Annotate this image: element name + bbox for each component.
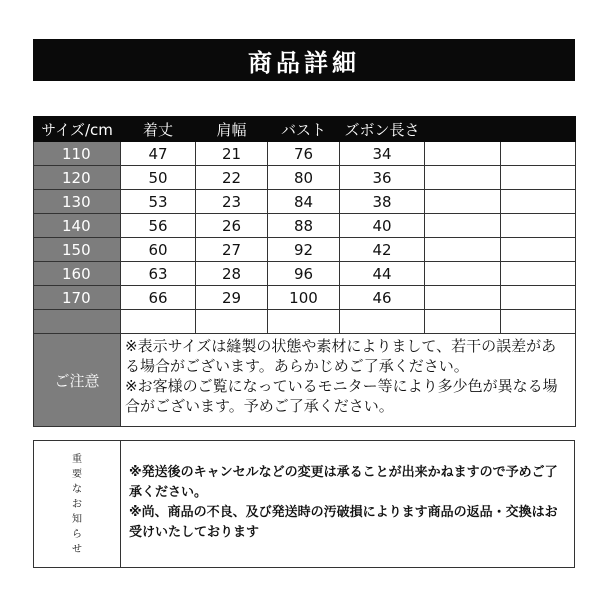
table-cell: 76 xyxy=(268,142,340,166)
label-char: 要 xyxy=(72,468,82,480)
important-notice-box xyxy=(33,440,575,568)
size-cell: 150 xyxy=(34,238,121,262)
table-cell: 29 xyxy=(196,286,268,310)
table-cell xyxy=(501,142,576,166)
table-cell xyxy=(501,262,576,286)
table-cell: 66 xyxy=(121,286,196,310)
header-length: 着丈 xyxy=(121,117,196,142)
notice-row xyxy=(34,334,576,427)
table-cell: 23 xyxy=(196,190,268,214)
table-cell: 21 xyxy=(196,142,268,166)
table-cell: 28 xyxy=(196,262,268,286)
table-row xyxy=(34,166,576,190)
table-cell xyxy=(268,310,340,334)
table-cell: 36 xyxy=(340,166,425,190)
table-row xyxy=(34,262,576,286)
label-char: ら xyxy=(72,528,82,540)
label-char: せ xyxy=(72,543,82,555)
table-cell: 34 xyxy=(340,142,425,166)
table-cell xyxy=(425,238,501,262)
size-table xyxy=(33,116,576,427)
table-cell xyxy=(501,310,576,334)
table-cell xyxy=(501,190,576,214)
table-cell xyxy=(121,310,196,334)
table-cell: 80 xyxy=(268,166,340,190)
page-title: 商品詳細 xyxy=(33,39,575,81)
table-cell: 60 xyxy=(121,238,196,262)
table-cell: 84 xyxy=(268,190,340,214)
important-line: ※尚、商品の不良、及び発送時の汚破損によります商品の返品・交換はお受けいたしております xyxy=(129,505,558,540)
table-row xyxy=(34,238,576,262)
table-cell: 44 xyxy=(340,262,425,286)
header-bust: バスト xyxy=(268,117,340,142)
label-char: 知 xyxy=(72,513,82,525)
size-cell: 110 xyxy=(34,142,121,166)
table-cell: 56 xyxy=(121,214,196,238)
table-cell xyxy=(501,286,576,310)
table-cell xyxy=(501,214,576,238)
table-cell: 40 xyxy=(340,214,425,238)
table-row xyxy=(34,310,576,334)
table-cell: 50 xyxy=(121,166,196,190)
table-cell: 42 xyxy=(340,238,425,262)
header-empty xyxy=(425,117,501,142)
size-cell: 170 xyxy=(34,286,121,310)
important-notice-label xyxy=(34,441,121,567)
important-notice-text xyxy=(121,441,574,567)
table-cell xyxy=(425,190,501,214)
table-cell: 88 xyxy=(268,214,340,238)
table-cell xyxy=(425,310,501,334)
table-cell: 53 xyxy=(121,190,196,214)
header-shoulder: 肩幅 xyxy=(196,117,268,142)
table-row xyxy=(34,142,576,166)
table-cell xyxy=(340,310,425,334)
important-line: ※発送後のキャンセルなどの変更は承ることが出来かねますので予めご了承ください。 xyxy=(129,465,558,500)
table-cell: 26 xyxy=(196,214,268,238)
size-cell: 140 xyxy=(34,214,121,238)
table-cell xyxy=(501,238,576,262)
notice-text xyxy=(121,334,576,427)
table-cell xyxy=(425,142,501,166)
header-pants-length: ズボン長さ xyxy=(340,117,425,142)
table-cell xyxy=(196,310,268,334)
size-cell: 160 xyxy=(34,262,121,286)
label-char: 重 xyxy=(72,453,82,465)
table-row xyxy=(34,286,576,310)
table-cell xyxy=(425,166,501,190)
notice-label: ご注意 xyxy=(34,334,121,427)
notice-line: ※表示サイズは縫製の状態や素材によりまして、若干の誤差がある場合がございます。あらかじめご了承ください。 xyxy=(125,337,557,375)
label-char: な xyxy=(72,483,82,495)
header-size: サイズ/cm xyxy=(34,117,121,142)
table-cell: 27 xyxy=(196,238,268,262)
table-cell: 92 xyxy=(268,238,340,262)
table-row xyxy=(34,214,576,238)
table-cell xyxy=(425,262,501,286)
size-cell: 130 xyxy=(34,190,121,214)
table-header-row xyxy=(34,117,576,142)
table-cell: 100 xyxy=(268,286,340,310)
table-cell: 46 xyxy=(340,286,425,310)
size-cell xyxy=(34,310,121,334)
table-cell xyxy=(425,286,501,310)
table-cell: 47 xyxy=(121,142,196,166)
table-cell: 63 xyxy=(121,262,196,286)
table-cell: 22 xyxy=(196,166,268,190)
table-cell xyxy=(501,166,576,190)
notice-line: ※お客様のご覧になっているモニター等により多少色が異なる場合がございます。予めご了承ください。 xyxy=(125,377,558,415)
table-cell xyxy=(425,214,501,238)
table-row xyxy=(34,190,576,214)
header-empty xyxy=(501,117,576,142)
label-char: お xyxy=(72,498,82,510)
table-cell: 96 xyxy=(268,262,340,286)
size-cell: 120 xyxy=(34,166,121,190)
table-cell: 38 xyxy=(340,190,425,214)
